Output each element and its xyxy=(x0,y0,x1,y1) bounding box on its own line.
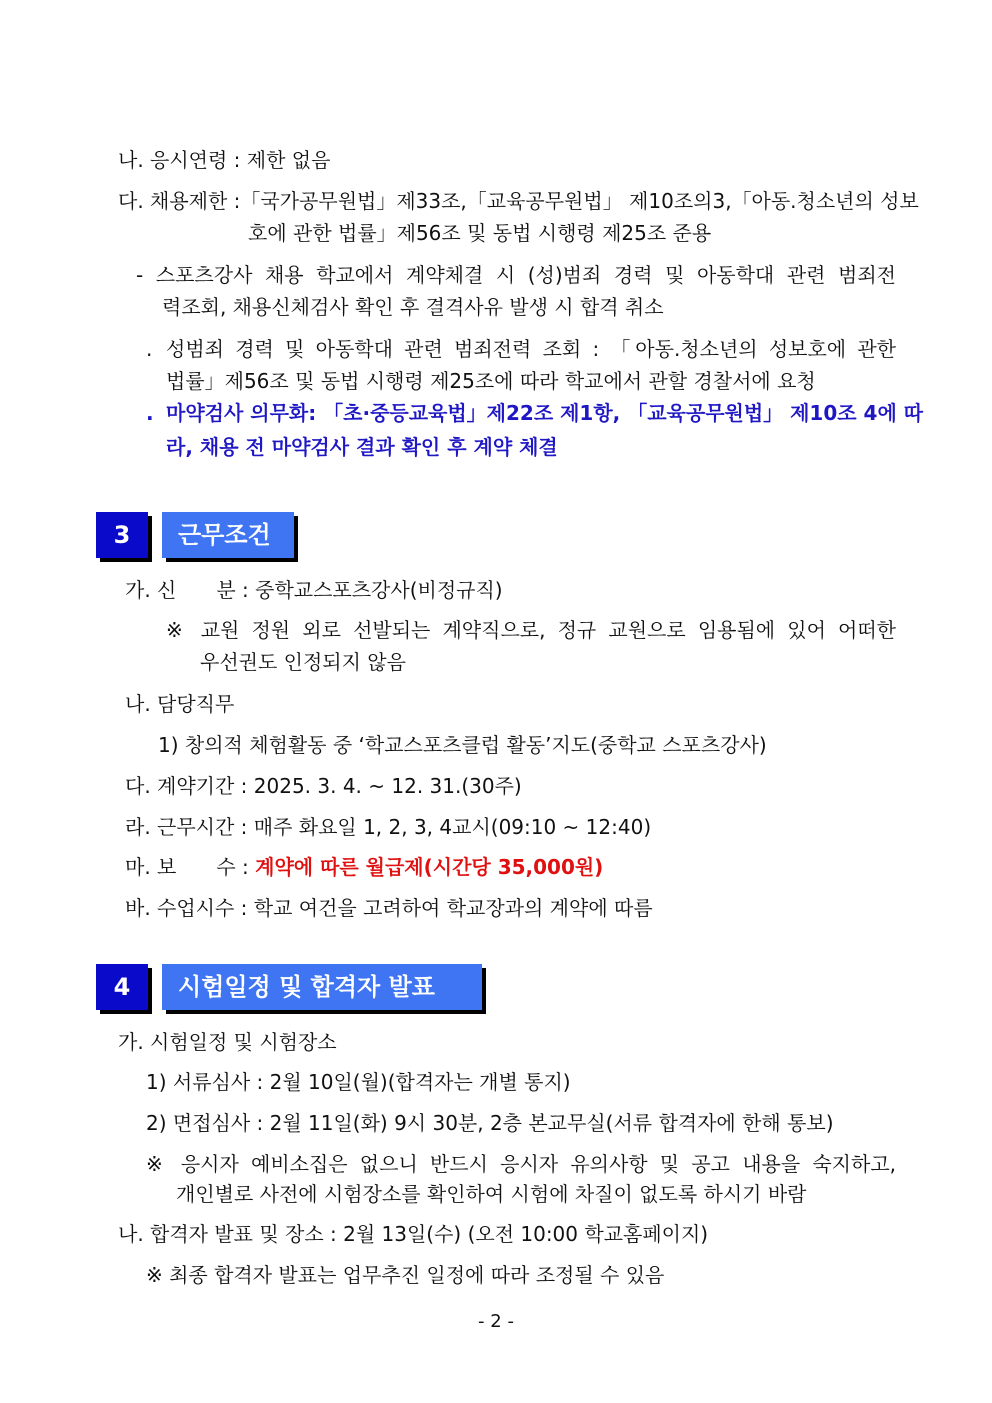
page-number: - 2 - xyxy=(478,1311,514,1332)
contract-period-line: 다. 계약기간 : 2025. 3. 4. ~ 12. 31.(30주) xyxy=(125,774,522,798)
criminal-check-line-2: 법률」제56조 및 동법 시행령 제25조에 따라 학교에서 관할 경찰서에 요청 xyxy=(166,369,816,393)
pay-line xyxy=(125,851,603,883)
section-title: 근무조건 xyxy=(162,512,294,558)
drug-test-line-2: 라, 채용 전 마약검사 결과 확인 후 계약 체결 xyxy=(166,435,558,459)
age-limit-line: 나. 응시연령 : 제한 없음 xyxy=(118,148,331,172)
contract-check-line-2: 력조회, 채용신체검사 확인 후 결격사유 발생 시 합격 취소 xyxy=(162,295,664,319)
exam-schedule-heading: 가. 시험일정 및 시험장소 xyxy=(118,1030,337,1054)
hiring-restriction-line-2: 호에 관한 법률」제56조 및 동법 시행령 제25조 준용 xyxy=(248,221,712,245)
announcement-note: ※ 최종 합격자 발표는 업무추진 일정에 따라 조정될 수 있음 xyxy=(146,1263,665,1287)
status-line xyxy=(125,574,503,606)
class-hours-line: 바. 수업시수 : 학교 여건을 고려하여 학교장과의 계약에 따름 xyxy=(125,896,653,920)
exam-note-line-2: 개인별로 사전에 시험장소를 확인하여 시험에 차질이 없도록 하시기 바람 xyxy=(176,1182,807,1206)
section-number-badge: 4 xyxy=(96,964,148,1010)
status-note-line-1: ※ 교원 정원 외로 선발되는 계약직으로, 정규 교원으로 임용됨에 있어 어떠한 xyxy=(166,618,896,642)
pay-value: 계약에 따른 월급제(시간당 35,000원) xyxy=(255,855,604,879)
pay-label: 마. 보 수 : xyxy=(125,855,256,879)
status-note-line-2: 우선권도 인정되지 않음 xyxy=(200,650,406,674)
status-label: 가. 신 분 : xyxy=(125,578,256,602)
criminal-check-line-1: 성범죄 경력 및 아동학대 관련 범죄전력 조회 : 「아동.청소년의 성보호에 관한 xyxy=(166,337,896,361)
interview-line: 2) 면접심사 : 2월 11일(화) 9시 30분, 2층 본교무실(서류 합격자에 한해 통보) xyxy=(146,1111,834,1135)
exam-note-line-1: ※ 응시자 예비소집은 없으니 반드시 응시자 유의사항 및 공고 내용을 숙지하고, xyxy=(146,1152,896,1176)
bullet-dot: . xyxy=(146,337,153,361)
section-number-badge: 3 xyxy=(96,512,148,558)
working-hours-line: 라. 근무시간 : 매주 화요일 1, 2, 3, 4교시(09:10 ~ 12:40) xyxy=(125,815,652,839)
bullet-dot: . xyxy=(146,401,154,425)
duties-item: 1) 창의적 체험활동 중 ‘학교스포츠클럽 활동’지도(중학교 스포츠강사) xyxy=(158,733,767,757)
document-screening-line: 1) 서류심사 : 2월 10일(월)(합격자는 개별 통지) xyxy=(146,1070,571,1094)
section-title: 시험일정 및 합격자 발표 xyxy=(162,964,482,1010)
announcement-line: 나. 합격자 발표 및 장소 : 2월 13일(수) (오전 10:00 학교홈페이지) xyxy=(118,1222,709,1246)
contract-check-line-1: - 스포츠강사 채용 학교에서 계약체결 시 (성)범죄 경력 및 아동학대 관련 범죄전 xyxy=(136,263,896,287)
hiring-restriction-line-1: 다. 채용제한 :「국가공무원법」제33조,「교육공무원법」 제10조의3,「아동.청소년의 성보 xyxy=(118,189,919,213)
drug-test-line-1: 마약검사 의무화: 「초·중등교육법」제22조 제1항, 「교육공무원법」 제10조 4에 따 xyxy=(166,401,924,425)
status-value: 중학교스포츠강사(비정규직) xyxy=(255,578,503,602)
duties-heading: 나. 담당직무 xyxy=(125,692,235,716)
